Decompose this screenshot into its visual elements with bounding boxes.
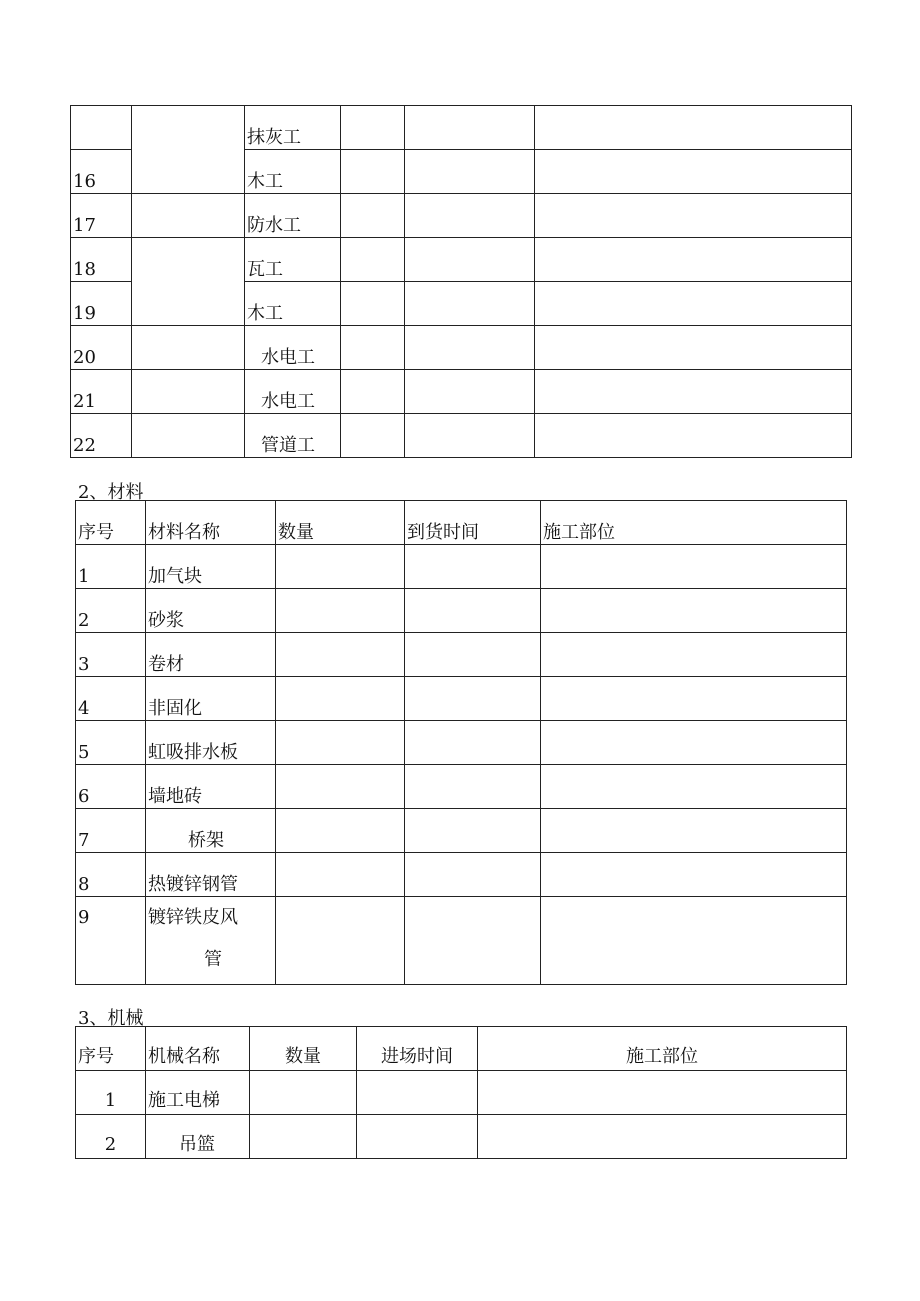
- header-qty: 数量: [276, 501, 405, 545]
- trade-name: 木工: [245, 150, 341, 194]
- row-number: 21: [71, 370, 132, 414]
- row-number: 9: [76, 897, 146, 985]
- table-header-row: [76, 501, 847, 545]
- material-name: 热镀锌钢管: [146, 853, 276, 897]
- header-location: 施工部位: [478, 1027, 847, 1071]
- machine-name: 施工电梯: [146, 1071, 250, 1115]
- material-name-cell: [146, 897, 276, 985]
- header-location: 施工部位: [541, 501, 847, 545]
- table-row: [71, 106, 852, 150]
- table-row: [76, 721, 847, 765]
- row-number: 5: [76, 721, 146, 765]
- trade-name: 管道工: [245, 414, 341, 458]
- table-row: [76, 765, 847, 809]
- header-entry-time: 进场时间: [357, 1027, 478, 1071]
- table-row: [71, 194, 852, 238]
- trade-name: 防水工: [245, 194, 341, 238]
- table-row: [76, 1071, 847, 1115]
- header-name: 材料名称: [146, 501, 276, 545]
- row-number: 3: [76, 633, 146, 677]
- row-number: 7: [76, 809, 146, 853]
- table-row: [71, 370, 852, 414]
- table-row: [71, 414, 852, 458]
- header-no: 序号: [76, 501, 146, 545]
- table-row: [76, 633, 847, 677]
- row-number: 22: [71, 414, 132, 458]
- row-number: 6: [76, 765, 146, 809]
- materials-table: [75, 500, 847, 985]
- trade-name: 水电工: [245, 326, 341, 370]
- material-name: 砂浆: [146, 589, 276, 633]
- table-row: [76, 589, 847, 633]
- row-number: 2: [76, 589, 146, 633]
- header-no: 序号: [76, 1027, 146, 1071]
- table-header-row: [76, 1027, 847, 1071]
- material-name-line2: 管: [204, 949, 222, 970]
- material-name: 非固化: [146, 677, 276, 721]
- table-row: [71, 238, 852, 282]
- header-arrival-time: 到货时间: [405, 501, 541, 545]
- trade-name: 水电工: [245, 370, 341, 414]
- table-row: [76, 545, 847, 589]
- row-number: 1: [76, 1071, 146, 1115]
- row-number: [71, 106, 132, 150]
- machine-name: 吊篮: [146, 1115, 250, 1159]
- material-name: 虹吸排水板: [146, 721, 276, 765]
- header-qty: 数量: [250, 1027, 357, 1071]
- trade-name: 木工: [245, 282, 341, 326]
- material-name-line1: 镀锌铁皮风: [148, 907, 238, 928]
- machinery-heading: 3、机械: [78, 1008, 144, 1029]
- table-row: [76, 1115, 847, 1159]
- row-number: 17: [71, 194, 132, 238]
- materials-heading: 2、材料: [78, 482, 144, 503]
- header-name: 机械名称: [146, 1027, 250, 1071]
- row-number: 18: [71, 238, 132, 282]
- material-name: 桥架: [146, 809, 276, 853]
- row-number: 8: [76, 853, 146, 897]
- machinery-table: [75, 1026, 847, 1159]
- row-number: 4: [76, 677, 146, 721]
- row-number: 20: [71, 326, 132, 370]
- material-name: 墙地砖: [146, 765, 276, 809]
- row-number: 2: [76, 1115, 146, 1159]
- table-row: [71, 326, 852, 370]
- row-number: 1: [76, 545, 146, 589]
- material-name: 卷材: [146, 633, 276, 677]
- table-row: [76, 897, 847, 985]
- table-row: [76, 853, 847, 897]
- table-row: [76, 809, 847, 853]
- trade-name: 抹灰工: [245, 106, 341, 150]
- table-row: [76, 677, 847, 721]
- row-number: 16: [71, 150, 132, 194]
- labor-table: [70, 105, 852, 458]
- trade-name: 瓦工: [245, 238, 341, 282]
- row-number: 19: [71, 282, 132, 326]
- material-name: 加气块: [146, 545, 276, 589]
